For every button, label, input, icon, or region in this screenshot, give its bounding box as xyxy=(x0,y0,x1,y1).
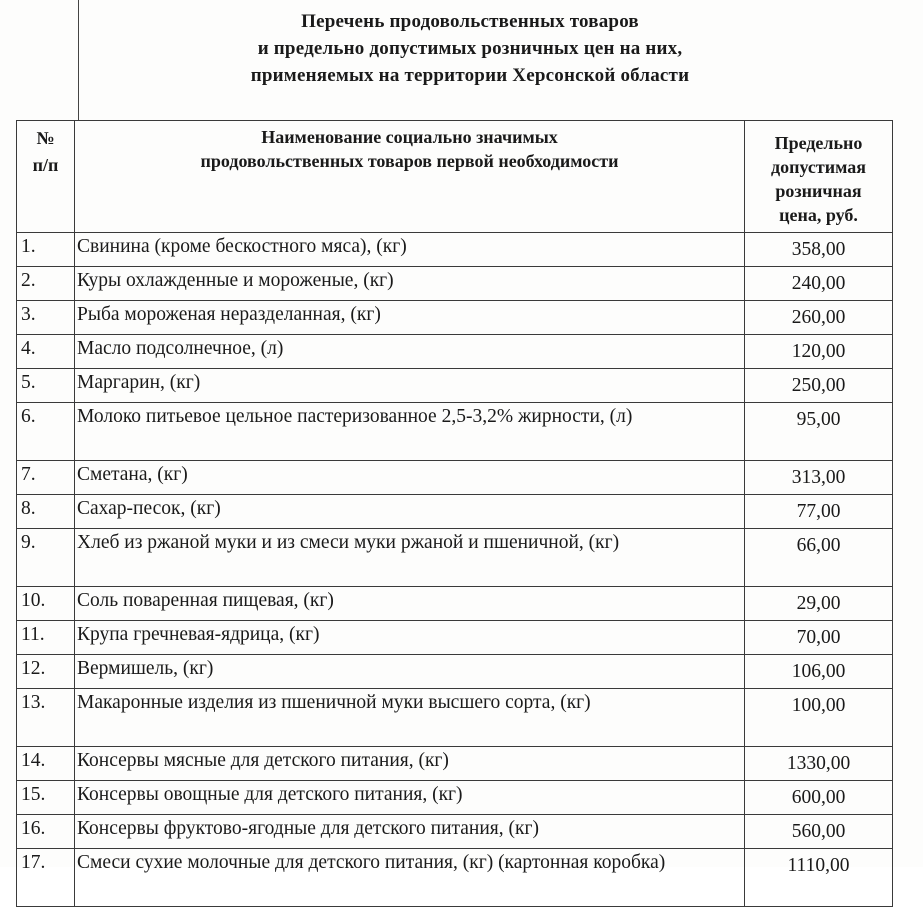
row-product-name: Макаронные изделия из пшеничной муки высшего сорта, (кг) xyxy=(75,689,745,747)
row-price: 70,00 xyxy=(745,621,893,655)
row-product-name: Свинина (кроме бескостного мяса), (кг) xyxy=(75,233,745,267)
header-price-line-2: допустимая xyxy=(770,157,866,177)
row-number: 9. xyxy=(17,529,75,587)
table-row xyxy=(17,267,893,301)
row-number: 14. xyxy=(17,747,75,781)
row-price: 95,00 xyxy=(745,403,893,461)
row-product-name: Консервы фруктово-ягодные для детского питания, (кг) xyxy=(75,815,745,849)
row-number: 2. xyxy=(17,267,75,301)
header-name-line-2: продовольственных товаров первой необходимости xyxy=(200,151,619,171)
title-line-1: Перечень продовольственных товаров xyxy=(301,11,639,32)
row-number: 1. xyxy=(17,233,75,267)
row-product-name: Смеси сухие молочные для детского питания, (кг) (картонная коробка) xyxy=(75,849,745,907)
header-max-price xyxy=(745,121,893,233)
row-price: 560,00 xyxy=(745,815,893,849)
table-header-row xyxy=(17,121,893,233)
row-number: 17. xyxy=(17,849,75,907)
row-number: 6. xyxy=(17,403,75,461)
row-price: 260,00 xyxy=(745,301,893,335)
table-row xyxy=(17,655,893,689)
row-number: 4. xyxy=(17,335,75,369)
header-price-line-3: розничная xyxy=(775,181,862,201)
row-product-name: Рыба мороженая неразделанная, (кг) xyxy=(75,301,745,335)
row-product-name: Консервы овощные для детского питания, (кг) xyxy=(75,781,745,815)
table-row xyxy=(17,689,893,747)
row-price: 77,00 xyxy=(745,495,893,529)
header-name-line-1: Наименование социально значимых xyxy=(261,127,558,147)
title-line-3: применяемых на территории Херсонской области xyxy=(250,65,690,86)
row-number: 16. xyxy=(17,815,75,849)
table-row xyxy=(17,781,893,815)
table-row xyxy=(17,529,893,587)
row-price: 313,00 xyxy=(745,461,893,495)
table-row xyxy=(17,403,893,461)
table-row xyxy=(17,587,893,621)
header-number xyxy=(17,121,75,233)
row-price: 240,00 xyxy=(745,267,893,301)
row-number: 11. xyxy=(17,621,75,655)
table-row xyxy=(17,369,893,403)
header-product-name xyxy=(75,121,745,233)
table-row xyxy=(17,301,893,335)
title-line-2: и предельно допустимых розничных цен на них, xyxy=(257,38,683,59)
row-number: 7. xyxy=(17,461,75,495)
row-product-name: Крупа гречневая-ядрица, (кг) xyxy=(75,621,745,655)
row-price: 600,00 xyxy=(745,781,893,815)
row-price: 29,00 xyxy=(745,587,893,621)
row-number: 12. xyxy=(17,655,75,689)
row-product-name: Молоко питьевое цельное пастеризованное 2,5-3,2% жирности, (л) xyxy=(75,403,745,461)
table-row xyxy=(17,849,893,907)
row-number: 15. xyxy=(17,781,75,815)
row-number: 10. xyxy=(17,587,75,621)
row-price: 250,00 xyxy=(745,369,893,403)
row-price: 106,00 xyxy=(745,655,893,689)
row-product-name: Куры охлажденные и мороженые, (кг) xyxy=(75,267,745,301)
row-price: 120,00 xyxy=(745,335,893,369)
price-table xyxy=(16,120,893,907)
row-product-name: Хлеб из ржаной муки и из смеси муки ржаной и пшеничной, (кг) xyxy=(75,529,745,587)
table-row xyxy=(17,621,893,655)
row-product-name: Масло подсолнечное, (л) xyxy=(75,335,745,369)
row-price: 100,00 xyxy=(745,689,893,747)
document-title xyxy=(120,8,820,89)
header-number-line-1: № xyxy=(36,128,55,148)
header-price-line-4: цена, руб. xyxy=(779,205,858,225)
header-number-line-2: п/п xyxy=(32,155,59,175)
table-row xyxy=(17,495,893,529)
scan-margin-line xyxy=(78,0,79,120)
table-row xyxy=(17,233,893,267)
header-price-line-1: Предельно xyxy=(774,133,863,153)
row-price: 358,00 xyxy=(745,233,893,267)
row-product-name: Консервы мясные для детского питания, (кг) xyxy=(75,747,745,781)
row-price: 1110,00 xyxy=(745,849,893,907)
row-price: 66,00 xyxy=(745,529,893,587)
row-product-name: Соль поваренная пищевая, (кг) xyxy=(75,587,745,621)
table-row xyxy=(17,747,893,781)
row-product-name: Вермишель, (кг) xyxy=(75,655,745,689)
row-price: 1330,00 xyxy=(745,747,893,781)
row-product-name: Сметана, (кг) xyxy=(75,461,745,495)
row-number: 8. xyxy=(17,495,75,529)
row-number: 5. xyxy=(17,369,75,403)
table-row xyxy=(17,461,893,495)
row-number: 3. xyxy=(17,301,75,335)
row-number: 13. xyxy=(17,689,75,747)
table-row xyxy=(17,335,893,369)
row-product-name: Маргарин, (кг) xyxy=(75,369,745,403)
table-row xyxy=(17,815,893,849)
row-product-name: Сахар-песок, (кг) xyxy=(75,495,745,529)
